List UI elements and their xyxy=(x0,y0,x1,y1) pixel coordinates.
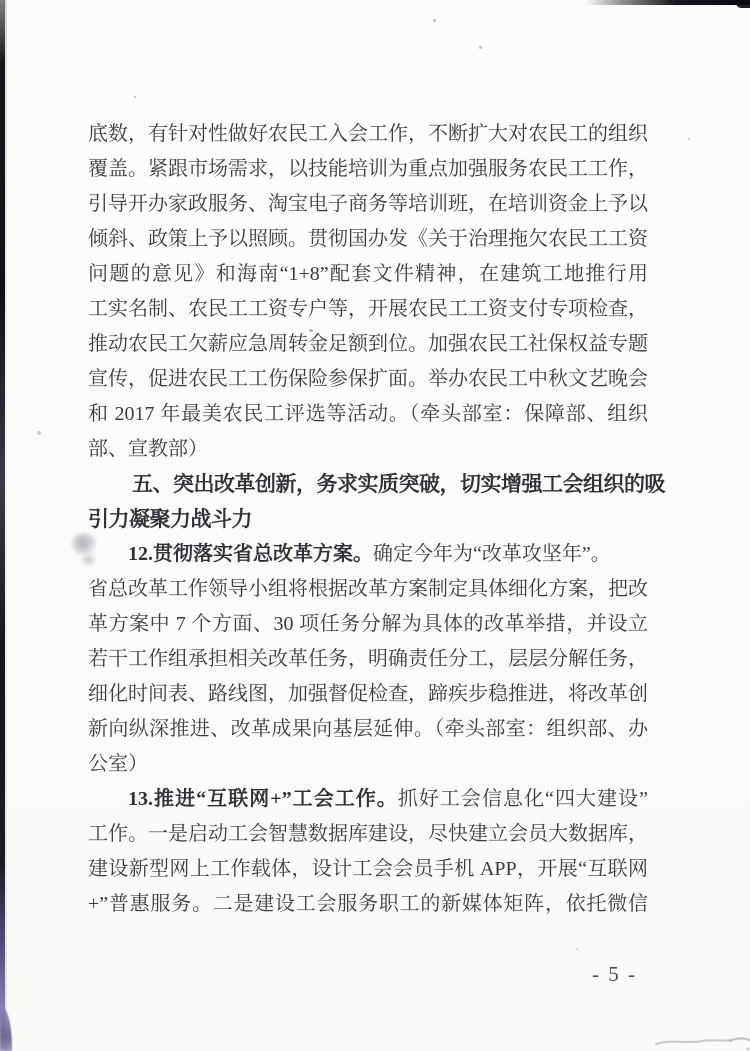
text-line xyxy=(88,537,648,572)
ink-smudge-artifact xyxy=(80,553,97,567)
text-line xyxy=(88,677,648,712)
text-line xyxy=(88,152,648,187)
text-line xyxy=(88,642,648,677)
ink-speck xyxy=(576,948,578,950)
text-run: 五、突出改革创新，务求实质突破，切实增强工会组织的吸 xyxy=(132,473,665,496)
text-run: 公室） xyxy=(88,753,148,775)
ink-speck xyxy=(37,431,41,435)
text-run: 12.贯彻落实省总改革方案。 xyxy=(128,543,373,565)
text-line xyxy=(88,607,648,642)
ink-speck xyxy=(309,329,313,332)
text-line xyxy=(88,222,648,257)
text-line xyxy=(88,887,648,922)
ink-speck xyxy=(479,46,482,49)
text-line xyxy=(88,117,648,152)
text-run: 引力凝聚力战斗力 xyxy=(88,508,252,531)
text-line xyxy=(88,432,648,467)
text-run: 覆盖。紧跟市场需求，以技能培训为重点加强服务农民工工作， xyxy=(88,158,648,180)
scan-edge-left-artifact xyxy=(0,0,5,1051)
text-run: 革方案中 7 个方面、30 项任务分解为具体的改革举措，并设立 xyxy=(88,613,648,635)
text-run: 抓好工会信息化“四大建设” xyxy=(397,788,648,810)
text-line xyxy=(88,292,648,327)
text-run: +”普惠服务。二是建设工会服务职工的新媒体矩阵，依托微信 xyxy=(88,893,648,915)
heading-line xyxy=(88,467,665,502)
text-line xyxy=(88,817,648,852)
text-run: 推动农民工欠薪应急周转金足额到位。加强农民工社保权益专题 xyxy=(88,333,648,355)
ink-speck xyxy=(433,19,436,22)
ink-smudge-artifact xyxy=(72,533,96,555)
text-run: 省总改革工作领导小组将根据改革方案制定具体细化方案，把改 xyxy=(88,578,648,600)
text-line xyxy=(88,397,648,432)
text-line xyxy=(88,572,648,607)
heading-line xyxy=(88,502,648,537)
text-line xyxy=(88,852,648,887)
text-run: 若干工作组承担相关改革任务，明确责任分工，层层分解任务， xyxy=(88,648,648,670)
text-line xyxy=(88,747,648,782)
document-text-block xyxy=(88,117,665,922)
text-run: 工实名制、农民工工资专户等，开展农民工工资支付专项检查， xyxy=(88,298,648,320)
text-line xyxy=(88,327,648,362)
ink-speck xyxy=(688,138,690,140)
text-line xyxy=(88,187,648,222)
text-run: 底数，有针对性做好农民工入会工作，不断扩大对农民工的组织 xyxy=(88,123,648,145)
text-line xyxy=(88,257,648,292)
text-run: 细化时间表、路线图，加强督促检查，蹄疾步稳推进，将改革创 xyxy=(88,683,648,705)
text-run: 倾斜、政策上予以照顾。贯彻国办发《关于治理拖欠农民工工资 xyxy=(88,228,648,250)
text-run: 工作。一是启动工会智慧数据库建设，尽快建立会员大数据库， xyxy=(88,823,648,845)
text-run: 确定今年为“改革攻坚年”。 xyxy=(373,543,611,565)
text-line xyxy=(88,782,648,817)
text-run: 宣传，促进农民工工伤保险参保扩面。举办农民工中秋文艺晚会 xyxy=(88,368,648,390)
text-run: 问题的意见》和海南“1+8”配套文件精神，在建筑工地推行用 xyxy=(88,263,648,285)
text-run: 和 2017 年最美农民工评选等活动。（牵头部室：保障部、组织 xyxy=(88,403,648,425)
text-line xyxy=(88,362,648,397)
ink-speck xyxy=(134,96,136,98)
text-run: 新向纵深推进、改革成果向基层延伸。（牵头部室：组织部、办 xyxy=(88,718,648,740)
text-line xyxy=(88,712,648,747)
text-run: 引导开办家政服务、淘宝电子商务等培训班，在培训资金上予以 xyxy=(88,193,648,215)
scan-edge-top-artifact xyxy=(585,0,750,5)
page-curl-artifact xyxy=(0,1005,12,1051)
scan-edge-corner-artifact xyxy=(736,0,750,8)
text-run: 建设新型网上工作载体，设计工会会员手机 APP，开展“互联网 xyxy=(88,858,648,880)
text-run: 部、宣教部） xyxy=(88,438,208,460)
text-run: 13.推进“互联网+”工会工作。 xyxy=(128,788,398,810)
page-number: - 5 - xyxy=(592,962,637,986)
pencil-smudge-artifact xyxy=(630,1028,750,1051)
